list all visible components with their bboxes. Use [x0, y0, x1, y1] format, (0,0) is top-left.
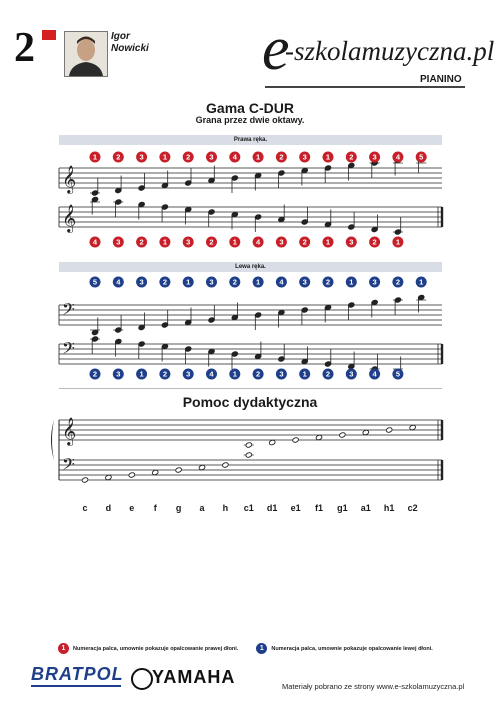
rh-finger-down: 2 — [302, 237, 307, 247]
lh-finger-up: 2 — [232, 277, 237, 287]
note-name: c2 — [407, 503, 418, 513]
rh-finger-down: 2 — [209, 237, 214, 247]
rh-finger-down: 3 — [186, 237, 191, 247]
note-name: e — [129, 503, 135, 513]
rh-finger-down: 4 — [92, 237, 98, 247]
bratpol-underline — [31, 685, 121, 687]
left-legend-text: Numeracja palca, umownie pokazuje opalcowanie lewej dłoni. — [271, 645, 433, 652]
rh-finger-up: 2 — [116, 152, 121, 162]
fingering-legend — [58, 643, 433, 654]
lh-finger-up: 4 — [116, 277, 121, 287]
lh-finger-up: 3 — [139, 277, 144, 287]
note-name: c1 — [243, 503, 254, 513]
treble-clef-icon: 𝄞 — [62, 204, 77, 232]
lh-finger-down: 4 — [209, 369, 214, 379]
yamaha-emblem-icon — [131, 668, 153, 690]
bass-clef-icon: 𝄢 — [62, 299, 75, 323]
rh-finger-down: 3 — [349, 237, 354, 247]
lh-finger-down: 1 — [139, 369, 144, 379]
lh-finger-up: 1 — [186, 277, 191, 287]
yamaha-logo: YAMAHA — [152, 667, 236, 687]
rh-finger-up: 3 — [372, 152, 377, 162]
note-head — [222, 462, 229, 468]
lesson-number: 2 — [14, 25, 35, 71]
brace-icon — [51, 420, 54, 460]
note-name: g1 — [337, 503, 348, 513]
lh-finger-down: 2 — [162, 369, 167, 379]
note-name: d — [105, 503, 112, 513]
lh-finger-up: 1 — [256, 277, 261, 287]
rh-finger-up: 3 — [139, 152, 144, 162]
lh-finger-up: 5 — [92, 277, 98, 287]
treble-clef-icon: 𝄞 — [62, 417, 77, 445]
lh-finger-down: 5 — [395, 369, 400, 379]
lh-finger-down: 2 — [92, 369, 98, 379]
lh-finger-up: 1 — [349, 277, 354, 287]
right-finger-legend-icon: 1 — [58, 643, 69, 654]
right-hand-label: Prawa ręka. — [59, 135, 442, 145]
note-name: e1 — [290, 503, 301, 513]
logo-text: -szkolamuzyczna.pl — [285, 36, 495, 66]
rh-finger-up: 2 — [186, 152, 191, 162]
rh-finger-up: 1 — [256, 152, 261, 162]
lh-finger-up: 3 — [209, 277, 214, 287]
note-name: h1 — [383, 503, 395, 513]
page-subtitle: Grana przez dwie oktawy. — [195, 115, 305, 125]
rh-finger-up: 1 — [325, 152, 331, 162]
note-head — [386, 427, 393, 433]
note-name: f1 — [314, 503, 323, 513]
author-first-name: Igor — [111, 31, 130, 42]
lh-finger-down: 1 — [302, 369, 307, 379]
lh-finger-up: 2 — [162, 277, 167, 287]
page-title: Gama C-DUR — [206, 100, 294, 116]
note-head — [81, 477, 88, 483]
treble-clef-icon: 𝄞 — [62, 165, 77, 193]
note-name: a — [199, 503, 205, 513]
rh-finger-down: 1 — [325, 237, 331, 247]
lh-finger-down: 2 — [256, 369, 261, 379]
lh-finger-up: 1 — [419, 277, 424, 287]
rh-finger-down: 2 — [372, 237, 377, 247]
note-name: h — [222, 503, 229, 513]
rh-finger-up: 2 — [279, 152, 284, 162]
lh-finger-down: 2 — [325, 369, 331, 379]
left-finger-legend-icon: 1 — [256, 643, 267, 654]
note-name: d1 — [266, 503, 278, 513]
note-name: g — [175, 503, 182, 513]
rh-finger-down: 4 — [256, 237, 261, 247]
note-head — [245, 442, 252, 448]
bratpol-logo: BRATPOL — [31, 664, 124, 684]
bass-clef-icon: 𝄢 — [62, 338, 75, 362]
rh-finger-up: 3 — [209, 152, 214, 162]
rh-finger-up: 1 — [92, 152, 98, 162]
lh-finger-up: 2 — [325, 277, 331, 287]
note-head — [175, 467, 182, 473]
rh-finger-up: 2 — [349, 152, 354, 162]
lh-finger-up: 3 — [302, 277, 307, 287]
rh-finger-up: 1 — [162, 152, 167, 162]
rh-finger-up: 4 — [395, 152, 400, 162]
pomoc-title: Pomoc dydaktyczna — [182, 394, 318, 410]
rh-finger-up: 3 — [302, 152, 307, 162]
note-name: c — [82, 503, 88, 513]
rh-finger-up: 5 — [419, 152, 424, 162]
note-head — [128, 472, 135, 478]
logo-letter-e: e — [262, 15, 290, 83]
lh-finger-down: 3 — [279, 369, 284, 379]
lh-finger-down: 3 — [116, 369, 121, 379]
rh-finger-down: 3 — [279, 237, 284, 247]
rh-finger-down: 3 — [116, 237, 121, 247]
rh-finger-up: 4 — [232, 152, 237, 162]
note-head — [339, 432, 346, 438]
right-legend-text: Numeracja palca, umownie pokazuje opalcowanie prawej dłoni. — [73, 645, 239, 652]
left-hand-label: Lewa ręka. — [59, 262, 442, 272]
note-name: f — [153, 503, 157, 513]
source-note: Materiały pobrano ze strony www.e-szkolamuzyczna.pl — [282, 682, 465, 691]
rh-finger-down: 1 — [395, 237, 400, 247]
lh-finger-down: 3 — [349, 369, 354, 379]
lh-finger-up: 4 — [279, 277, 284, 287]
lh-finger-down: 4 — [372, 369, 377, 379]
instrument-label: PIANINO — [420, 74, 462, 85]
lh-finger-down: 1 — [232, 369, 237, 379]
lh-finger-up: 3 — [372, 277, 377, 287]
rh-finger-down: 2 — [139, 237, 144, 247]
note-head — [292, 437, 299, 443]
rh-finger-down: 1 — [162, 237, 167, 247]
note-head — [245, 452, 252, 458]
lh-finger-up: 2 — [395, 277, 400, 287]
note-name: a1 — [360, 503, 371, 513]
bass-clef-icon: 𝄢 — [62, 454, 75, 478]
author-last-name: Nowicki — [111, 43, 149, 54]
rh-finger-down: 1 — [232, 237, 237, 247]
lh-finger-down: 3 — [186, 369, 191, 379]
